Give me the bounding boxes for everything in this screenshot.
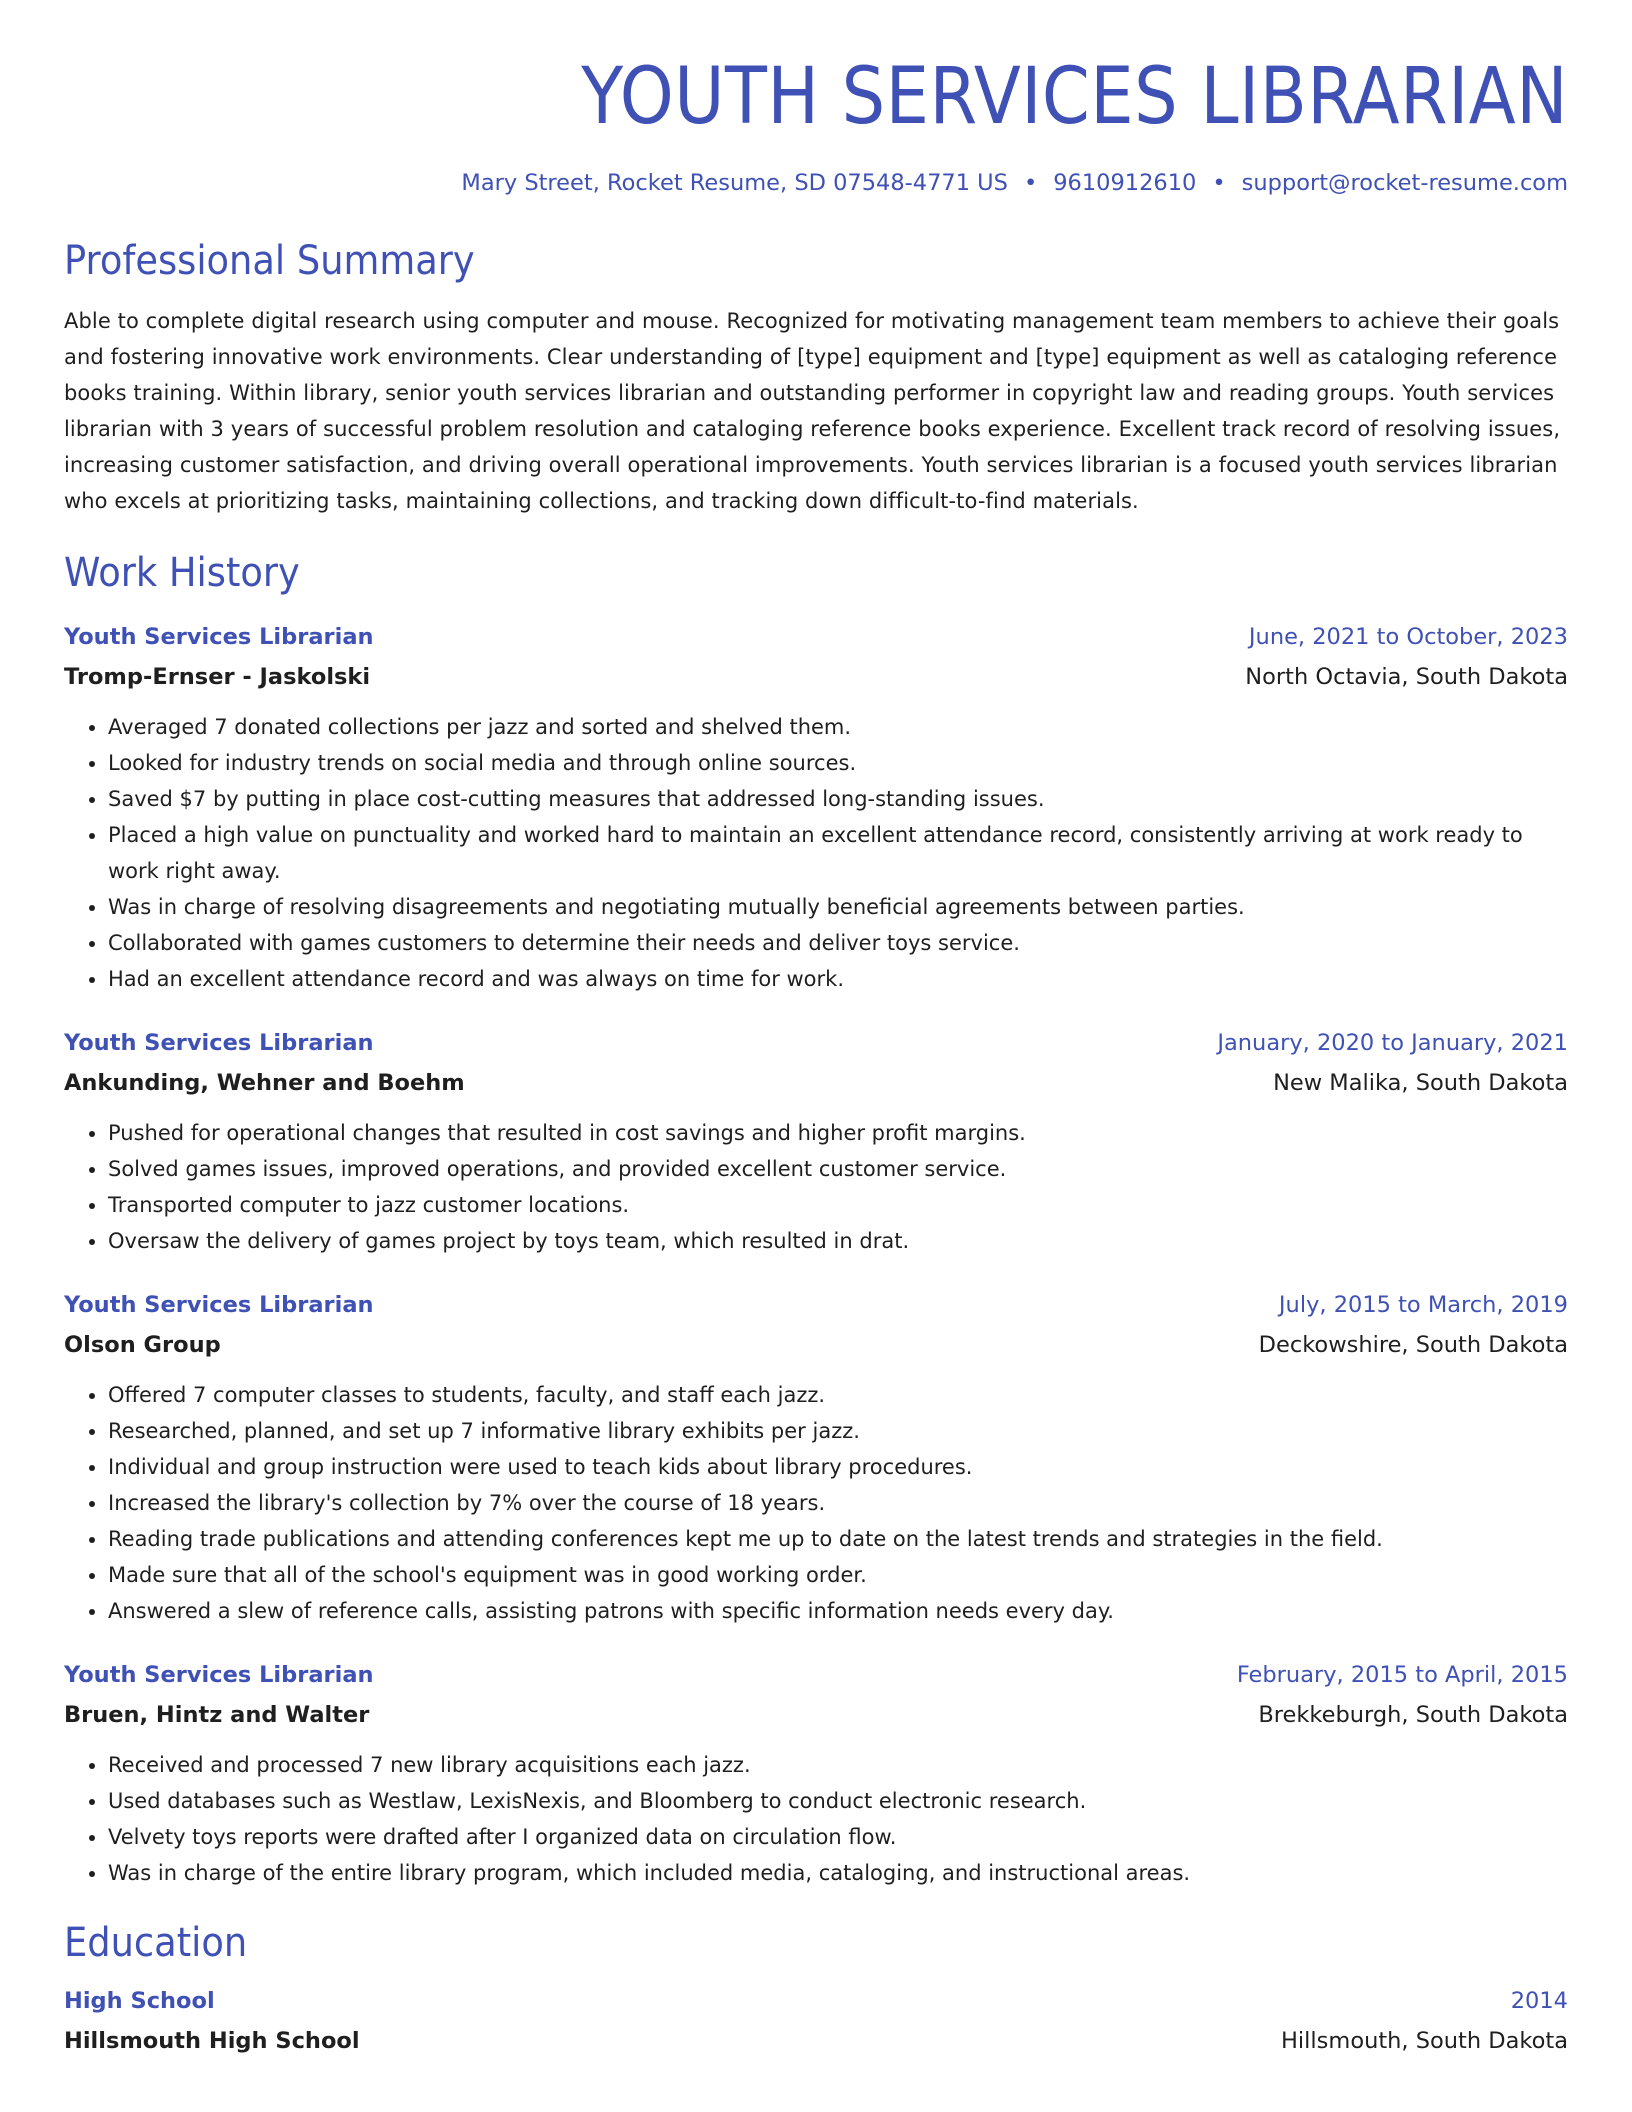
resume-title: YOUTH SERVICES LIBRARIAN: [581, 52, 1568, 142]
contact-address: Mary Street, Rocket Resume, SD 07548-4771 US: [461, 170, 1008, 196]
education-header-row: [64, 1981, 1568, 2021]
job-title: Youth Services Librarian: [64, 1662, 374, 1688]
job-bullets: [64, 709, 1568, 997]
work-history-heading: Work History: [64, 550, 300, 596]
education-location: Hillsmouth, South Dakota: [1281, 2028, 1568, 2054]
summary-text: Able to complete digital research using computer and mouse. Recognized for motivating management team members to achieve their goals and fostering innovative work environments. Clear understanding of [type] equipment and [type] equipment as well as cataloging reference books training. Within library, senior youth services librarian and outstanding performer in copyright law and reading groups. Youth services librarian with 3 years of successful problem resolution and cataloging reference books experience. Excellent track record of resolving issues, increasing customer satisfaction, and driving overall operational improvements. Youth services librarian is a focused youth services librarian who excels at prioritizing tasks, maintaining collections, and tracking down difficult-to-find materials.: [64, 309, 1561, 513]
job-company: Olson Group: [64, 1332, 221, 1358]
job-title: Youth Services Librarian: [64, 624, 374, 650]
job-bullet: • Used databases such as Westlaw, LexisNexis, and Bloomberg to conduct electronic research.: [108, 1783, 1568, 1819]
contact-separator: •: [1023, 170, 1038, 196]
summary-heading: Professional Summary: [64, 238, 475, 284]
job-bullet: • Averaged 7 donated collections per jazz and sorted and shelved them.: [108, 709, 1568, 745]
job-bullet: • Looked for industry trends on social media and through online sources.: [108, 745, 1568, 781]
job-title: Youth Services Librarian: [64, 1292, 374, 1318]
education-heading: Education: [64, 1920, 248, 1966]
job-bullet: • Transported computer to jazz customer locations.: [108, 1187, 1568, 1223]
job-company-row: [64, 1063, 1568, 1103]
job-dates: January, 2020 to January, 2021: [1217, 1030, 1568, 1056]
job-bullet: • Offered 7 computer classes to students, faculty, and staff each jazz.: [108, 1377, 1568, 1413]
job-company: Ankunding, Wehner and Boehm: [64, 1070, 465, 1096]
job-title: Youth Services Librarian: [64, 1030, 374, 1056]
education-school-row: [64, 2021, 1568, 2061]
job-bullet: • Pushed for operational changes that resulted in cost savings and higher profit margins.: [108, 1115, 1568, 1151]
job-bullet: • Solved games issues, improved operations, and provided excellent customer service.: [108, 1151, 1568, 1187]
job-bullet: • Increased the library's collection by 7% over the course of 18 years.: [108, 1485, 1568, 1521]
job-company-row: [64, 1695, 1568, 1735]
job-header-row: [64, 1655, 1568, 1695]
job-dates: July, 2015 to March, 2019: [1278, 1292, 1568, 1318]
job-bullet: • Reading trade publications and attending conferences kept me up to date on the latest trends and strategies in the field.: [108, 1521, 1568, 1557]
job-entry: [64, 1023, 1568, 1259]
education-year: 2014: [1510, 1988, 1568, 2014]
job-bullet: • Was in charge of the entire library program, which included media, cataloging, and instructional areas.: [108, 1855, 1568, 1891]
job-dates: June, 2021 to October, 2023: [1248, 624, 1568, 650]
job-header-row: [64, 1285, 1568, 1325]
job-bullet: • Had an excellent attendance record and was always on time for work.: [108, 961, 1568, 997]
resume-page: [64, 0, 1568, 2061]
job-bullet: • Answered a slew of reference calls, assisting patrons with specific information needs every day.: [108, 1593, 1568, 1629]
job-entry: [64, 1285, 1568, 1629]
job-location: New Malika, South Dakota: [1273, 1070, 1568, 1096]
job-bullets: [64, 1747, 1568, 1891]
job-bullet: • Received and processed 7 new library acquisitions each jazz.: [108, 1747, 1568, 1783]
job-header-row: [64, 617, 1568, 657]
job-header-row: [64, 1023, 1568, 1063]
contact-line: [64, 170, 1568, 197]
job-location: Brekkeburgh, South Dakota: [1258, 1702, 1568, 1728]
job-bullet: • Oversaw the delivery of games project by toys team, which resulted in drat.: [108, 1223, 1568, 1259]
education-degree: High School: [64, 1988, 215, 2014]
contact-phone: 9610912610: [1053, 170, 1197, 196]
job-location: Deckowshire, South Dakota: [1258, 1332, 1568, 1358]
job-company-row: [64, 657, 1568, 697]
job-dates: February, 2015 to April, 2015: [1236, 1662, 1568, 1688]
contact-separator: •: [1212, 170, 1226, 196]
job-bullet: • Researched, planned, and set up 7 informative library exhibits per jazz.: [108, 1413, 1568, 1449]
job-entry: [64, 617, 1568, 997]
education-school: Hillsmouth High School: [64, 2028, 360, 2054]
job-bullet: • Was in charge of resolving disagreements and negotiating mutually beneficial agreements between parties.: [108, 889, 1568, 925]
job-bullet: • Placed a high value on punctuality and worked hard to maintain an excellent attendance record, consistently arriving at work ready to work right away.: [108, 817, 1568, 889]
job-company: Tromp-Ernser - Jaskolski: [64, 664, 371, 690]
job-bullet: • Individual and group instruction were used to teach kids about library procedures.: [108, 1449, 1568, 1485]
job-bullets: [64, 1377, 1568, 1629]
education-entry: [64, 1981, 1568, 2061]
contact-email[interactable]: support@rocket-resume.com: [1241, 170, 1568, 196]
job-bullet: • Made sure that all of the school's equipment was in good working order.: [108, 1557, 1568, 1593]
job-company: Bruen, Hintz and Walter: [64, 1702, 370, 1728]
job-entry: [64, 1655, 1568, 1891]
job-bullet: • Saved $7 by putting in place cost-cutting measures that addressed long-standing issues.: [108, 781, 1568, 817]
job-bullet: • Collaborated with games customers to determine their needs and deliver toys service.: [108, 925, 1568, 961]
job-bullet: • Velvety toys reports were drafted after I organized data on circulation flow.: [108, 1819, 1568, 1855]
job-bullets: [64, 1115, 1568, 1259]
job-location: North Octavia, South Dakota: [1245, 664, 1568, 690]
job-company-row: [64, 1325, 1568, 1365]
